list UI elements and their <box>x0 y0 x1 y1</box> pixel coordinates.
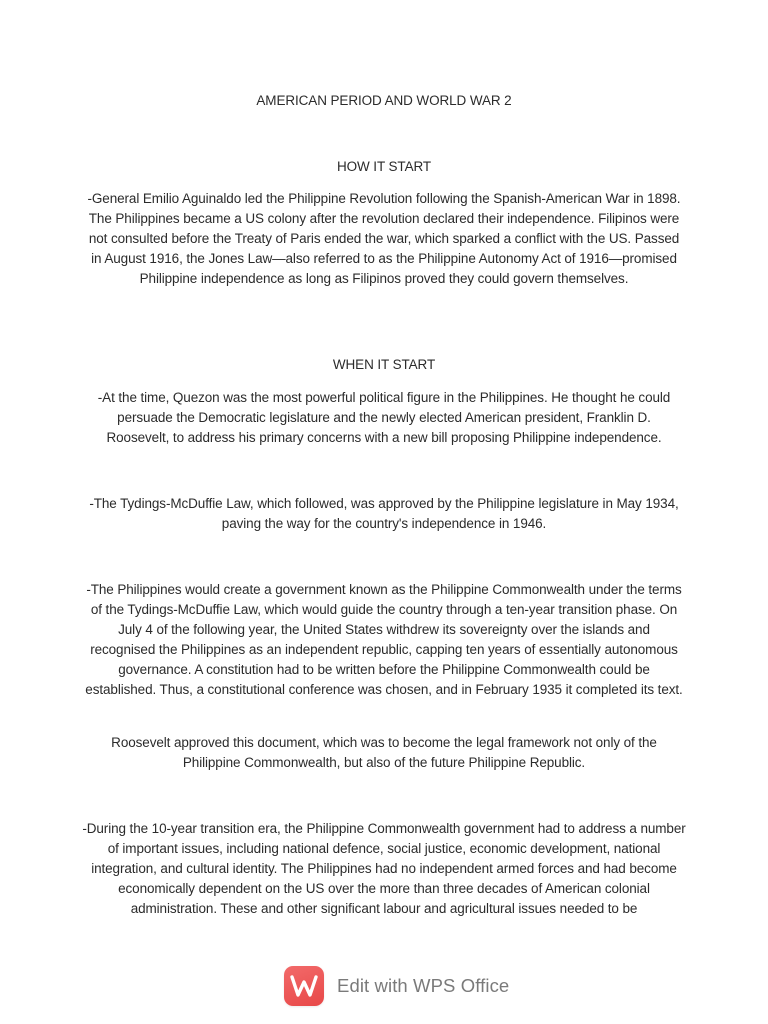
paragraph-commonwealth: -The Philippines would create a government known as the Philippine Commonwealth under the terms of the Tydings-McDuffie Law, which would guide the country through a ten-year transition phase. On July 4 of the following year, the United States withdrew its sovereignty over the islands and recognised the Philippines as an independent republic, capping ten years of essentially autonomous governance. A constitution had to be written before the Philippine Commonwealth could be established. Thus, a constitutional conference was chosen, and in February 1935 it completed its text. <box>85 582 683 697</box>
paragraph-transition-era: -During the 10-year transition era, the Philippine Commonwealth government had to address a number of important issues, including national defence, social justice, economic development, national integration, and cultural identity. The Philippines had no independent armed forces and had become economically dependent on the US over the more than three decades of American colonial administration. These and other significant labour and agricultural issues needed to be <box>82 821 686 916</box>
paragraph-how-it-start: -General Emilio Aguinaldo led the Philippine Revolution following the Spanish-American War in 1898. The Philippines became a US colony after the revolution declared their independence. Filipinos were not consulted before the Treaty of Paris ended the war, which sparked a conflict with the US. Passed in August 1916, the Jones Law—also referred to as the Philippine Autonomy Act of 1916—promised Philippine independence as long as Filipinos proved they could govern themselves. <box>87 191 681 286</box>
section-heading-how-it-start: HOW IT START <box>336 159 432 174</box>
paragraph-roosevelt: Roosevelt approved this document, which was to become the legal framework not only of the Philippine Commonwealth, but also of the future Philippine Republic. <box>111 735 657 770</box>
section-heading-when-it-start: WHEN IT START <box>332 357 436 372</box>
document-title: AMERICAN PERIOD AND WORLD WAR 2 <box>256 93 512 108</box>
paragraph-tydings-mcduffie: -The Tydings-McDuffie Law, which followed, was approved by the Philippine legislature in May 1934, paving the way for the country's independence in 1946. <box>89 496 679 531</box>
edit-with-wps-button[interactable] <box>284 964 509 1008</box>
paragraph-quezon: -At the time, Quezon was the most powerful political figure in the Philippines. He thought he could persuade the Democratic legislature and the newly elected American president, Franklin D. Roosevelt, to address his primary concerns with a new bill proposing Philippine independence. <box>97 390 671 445</box>
edit-with-wps-label: Edit with WPS Office <box>337 975 510 996</box>
wps-office-logo-icon <box>284 966 324 1006</box>
